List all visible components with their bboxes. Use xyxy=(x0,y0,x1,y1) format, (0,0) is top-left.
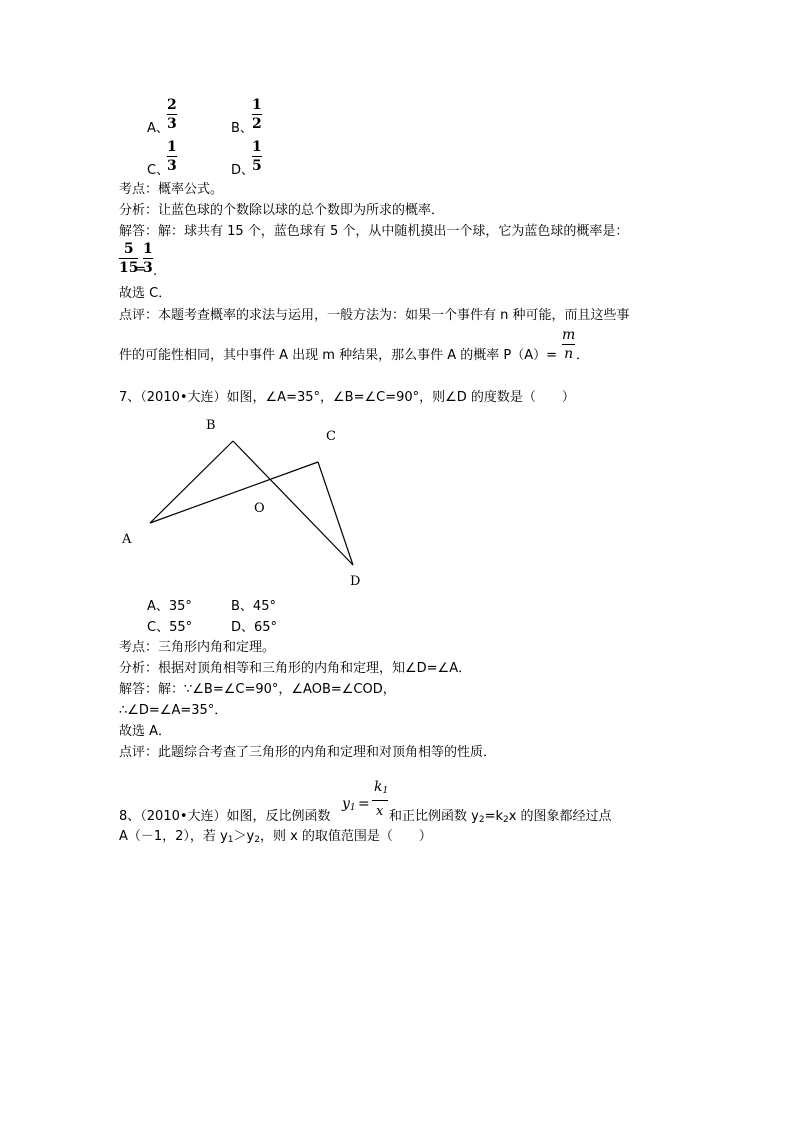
q7-option-b: B、45° xyxy=(231,599,276,614)
q8-middle xyxy=(389,810,612,825)
q8-y2-subscript: 2 xyxy=(478,815,485,825)
option-c-label: C、 xyxy=(147,163,170,178)
q6-guxuan: 故选 C． xyxy=(119,286,172,301)
q8-line2-end: ，则 x 的取值范围是（ ） xyxy=(259,829,432,844)
q8-k2-subscript: 2 xyxy=(502,815,509,825)
q7-kaodian: 考点：三角形内角和定理。 xyxy=(119,640,276,655)
formula-lhs xyxy=(342,797,356,813)
option-a-fraction xyxy=(167,98,177,131)
fraction-numerator: 1 xyxy=(252,139,262,155)
answer-period: . xyxy=(153,264,158,279)
vertex-label-d: D xyxy=(350,574,361,589)
fraction-numerator: 1 xyxy=(167,139,177,155)
vertex-label-a: A xyxy=(122,532,132,547)
fraction-numerator: 2 xyxy=(167,97,177,113)
option-b-label: B、 xyxy=(231,121,253,136)
fraction-bar xyxy=(252,156,262,157)
fraction-numerator: 5 xyxy=(123,241,134,257)
segment-a-c xyxy=(150,462,318,523)
q8-suffix: x 的图象都经过点 xyxy=(508,809,612,824)
option-c-fraction xyxy=(167,140,177,173)
vertex-label-c: C xyxy=(326,429,336,444)
q6-dianping-line2: 件的可能性相同，其中事件 A 出现 m 种结果，那么事件 A 的概率 P（A）= xyxy=(119,348,558,363)
geometry-figure xyxy=(110,410,390,595)
fraction-denominator: 3 xyxy=(167,116,177,132)
formula-k-subscript: 1 xyxy=(382,786,389,796)
equals-sign: = xyxy=(135,262,146,277)
q8-y2b-subscript: 2 xyxy=(254,835,260,845)
segment-c-d xyxy=(318,462,353,565)
q8-greater-than: ＞y xyxy=(233,829,255,844)
q8-eq-k: =k xyxy=(484,809,503,824)
fraction-numerator: 1 xyxy=(143,241,153,257)
fraction-denominator: n xyxy=(564,346,574,362)
fraction-bar xyxy=(167,156,177,157)
fraction-denominator: 15 xyxy=(119,260,139,276)
q6-fenxi: 分析：让蓝色球的个数除以球的总个数即为所求的概率． xyxy=(119,203,445,218)
fraction-numerator: m xyxy=(562,327,576,343)
segment-a-b xyxy=(150,441,233,523)
formula-fraction-bar xyxy=(372,800,388,801)
fraction-denominator: 2 xyxy=(252,116,262,132)
formula-numerator xyxy=(374,780,388,796)
vertex-label-b: B xyxy=(206,418,216,433)
formula-equals: = xyxy=(358,796,370,812)
q7-jieda-line1: 解答：解：∵∠B=∠C=90°，∠AOB=∠COD， xyxy=(119,682,396,697)
formula-y: y xyxy=(342,796,350,812)
q7-option-a: A、35° xyxy=(147,599,192,614)
q8-line2 xyxy=(119,830,432,845)
fraction-denominator: 5 xyxy=(252,158,262,174)
segment-b-d xyxy=(233,441,353,565)
option-d-fraction xyxy=(252,140,262,173)
q8-prefix: 8、（2010•大连）如图，反比例函数 xyxy=(119,809,331,824)
q6-kaodian: 考点：概率公式。 xyxy=(119,182,224,197)
q7-dianping: 点评：此题综合考查了三角形的内角和定理和对顶角相等的性质． xyxy=(119,745,497,760)
option-a-label: A、 xyxy=(147,121,169,136)
formula-k: k xyxy=(374,779,383,795)
answer-fraction-1-3 xyxy=(143,242,153,275)
q8-line2-start: A（－1，2），若 y xyxy=(119,829,228,844)
q6-jieda: 解答：解：球共有 15 个，蓝色球有 5 个，从中随机摸出一个球，它为蓝色球的概率是： xyxy=(119,224,629,239)
q8-middle-text: 和正比例函数 y xyxy=(389,809,479,824)
option-b-fraction xyxy=(252,98,262,131)
formula-y-subscript: 1 xyxy=(349,803,356,813)
q7-option-c: C、55° xyxy=(147,620,193,635)
option-d-label: D、 xyxy=(231,163,255,178)
probability-fraction-m-n xyxy=(562,328,575,361)
fraction-bar xyxy=(143,258,153,259)
q7-guxuan: 故选 A． xyxy=(119,724,172,739)
q7-fenxi: 分析：根据对顶角相等和三角形的内角和定理，知∠D=∠A． xyxy=(119,661,472,676)
q8-y1-subscript: 1 xyxy=(227,835,234,845)
formula-denominator: x xyxy=(376,804,384,819)
q7-question: 7、（2010•大连）如图，∠A=35°，∠B=∠C=90°，则∠D 的度数是（ ） xyxy=(119,390,575,405)
q7-option-d: D、65° xyxy=(231,620,278,635)
fraction-numerator: 1 xyxy=(252,97,262,113)
q7-jieda-line2: ∴∠D=∠A=35°． xyxy=(119,703,228,718)
fraction-bar xyxy=(562,344,575,345)
q6-dianping-line1: 点评：本题考查概率的求法与运用，一般方法为：如果一个事件有 n 种可能，而且这些事 xyxy=(119,308,630,323)
fraction-bar xyxy=(167,114,177,115)
q6-dianping-end: ． xyxy=(576,348,590,363)
intersection-label-o: O xyxy=(254,501,265,516)
fraction-denominator: 3 xyxy=(167,158,177,174)
fraction-bar xyxy=(119,258,138,259)
fraction-bar xyxy=(252,114,262,115)
fraction-denominator: 3 xyxy=(143,260,153,276)
